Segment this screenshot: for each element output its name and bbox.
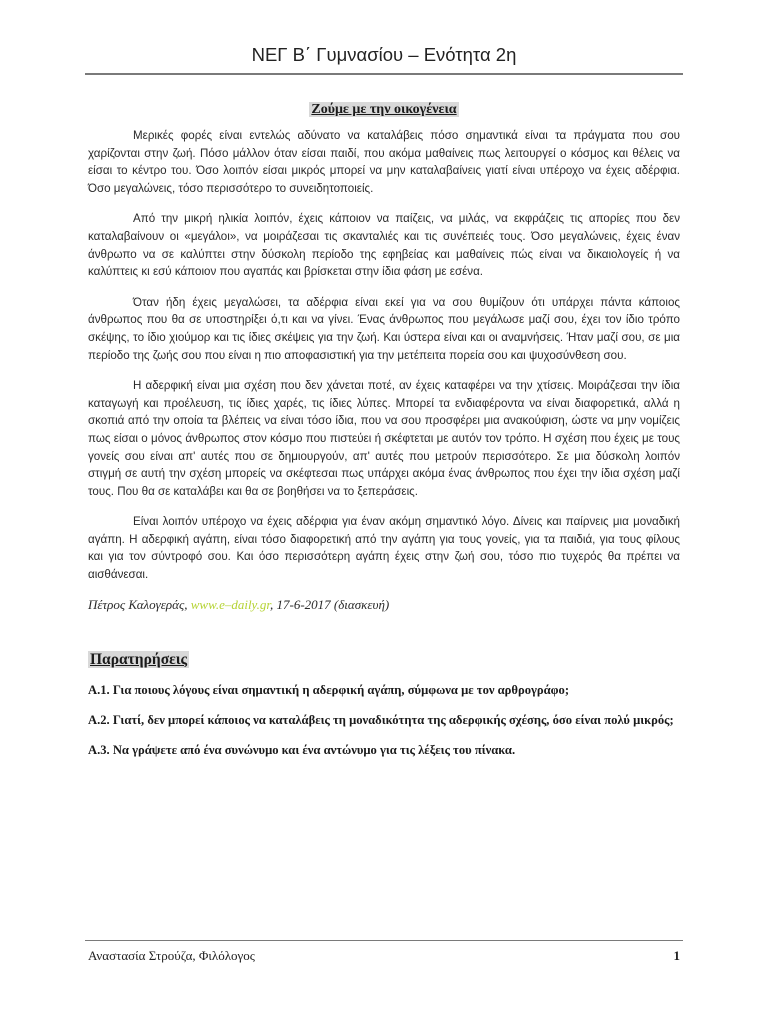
notes-heading: [88, 651, 680, 669]
citation: [88, 597, 680, 613]
page-header-title: ΝΕΓ Β΄ Γυμνασίου – Ενότητα 2η: [251, 44, 517, 65]
footer-divider: [85, 940, 683, 941]
page-number: 1: [673, 948, 680, 963]
citation-date: , 17-6-2017 (διασκευή): [269, 596, 390, 612]
article-title: [88, 102, 680, 118]
paragraph-4: Η αδερφική είναι μια σχέση που δεν χάνεται ποτέ, αν έχεις καταφέρει να την χτίσεις. Μοιράζεσαι την ίδια καταγωγή και προέλευση, τις ίδιες χαρές, τις ίδιες λύπες. Μπορεί τα ενδιαφέροντα να είναι διαφορετικά, αλλά η σκοπιά από την οποία τα βλέπεις να είναι τόσο ίδια, που να σου προσφέρει μια ανακούφιση, ώστε να μην νομίζεις πως είσαι ο μόνος άνθρωπος στον κόσμο που πιστεύει ή σκέφτεται με αυτόν τον τρόπο. Η σχέση που έχεις με τους γονείς σου είναι απ' αυτές που σε δημιουργούν, απ' αυτές που μετρούν περισσότερο. Σε μια δύσκολη λοιπόν στιγμή σε αυτή την σχέση μπορείς να σκέφτεσαι πως υπάρχει ακόμα ένας άνθρωπος που έχει την ίδια σχέση μαζί τους. Που θα σε καταλάβει και θα σε βοηθήσει να το ξεπεράσεις.: [88, 379, 680, 498]
citation-link[interactable]: www.e–daily.gr: [190, 596, 270, 612]
notes-heading-text: Παρατηρήσεις: [90, 650, 188, 668]
paragraph-2: Από την μικρή ηλικία λοιπόν, έχεις κάποιον να παίζεις, να μιλάς, να εκφράζεις τις απορίες που δεν καταλαβαίνουν οι «μεγάλοι», να μοιράζεσαι τις σκανταλιές και τις συνέπειές τους. Όσο μεγαλώνεις, έχεις έναν άνθρωπο να σε καλύπτει στην δύσκολη περίοδο της εφηβείας και μαθαίνεις πώς είναι να δικαιολογείς ή να καλύπτεις κι εσύ κάποιον που αγαπάς και βρίσκεται στην ίδια φάση με εσένα.: [88, 212, 680, 279]
footer-author: Αναστασία Στρούζα, Φιλόλογος: [88, 948, 255, 963]
article-title-text: Ζούμε με την οικογένεια: [311, 102, 457, 117]
document-body: [88, 102, 680, 759]
citation-author: Πέτρος Καλογεράς,: [88, 596, 188, 612]
paragraph-1: Μερικές φορές είναι εντελώς αδύνατο να καταλάβεις πόσο σημαντικά είναι τα πράγματα που σου χαρίζονται στην ζωή. Πόσο μάλλον όταν είσαι παιδί, που ακόμα μαθαίνεις πως λειτουργεί ο κόσμος και θέλεις να είσαι το κέντρο του. Όσο λοιπόν είσαι μικρός μπορεί να μην καταλαβαίνεις γιατί είναι υπέροχο να έχεις αδέρφια. Όσο μεγαλώνεις, τόσο περισσότερο το συνειδητοποιείς.: [88, 129, 680, 195]
paragraph-5: Είναι λοιπόν υπέροχο να έχεις αδέρφια για έναν ακόμη σημαντικό λόγο. Δίνεις και παίρνεις μια μοναδική αγάπη. Η αδερφική αγάπη, είναι τόσο διαφορετική από την αγάπη για τους γονείς, για τα παιδιά, για τους φίλους και για τον σύντροφό σου. Και όσο περισσότερη αγάπη έχεις στην ζωή σου, τόσο πιο τυχερός θα πρέπει να αισθάνεσαι.: [88, 515, 680, 582]
paragraph-3: Όταν ήδη έχεις μεγαλώσει, τα αδέρφια είναι εκεί για να σου θυμίζουν ότι υπάρχει πάντα κάποιος άνθρωπος που θα σε υποστηρίξει ό,τι και να γίνει. Ένας άνθρωπος που μεγάλωσε μαζί σου, έχει τον ίδιο τρόπο σκέψης, το ίδιο χιούμορ και τις ίδιες σκέψεις για την ζωή. Και ύστερα είναι και οι αναμνήσεις. Ήταν μαζί σου, σε μια περίοδο της ζωής σου που είναι η πιο αποφασιστική για την μετέπειτα πορεία σου και ψυχοσύνθεση σου.: [88, 295, 680, 362]
question-a3: Α.3. Να γράψετε από ένα συνώνυμο και ένα αντώνυμο για τις λέξεις του πίνακα.: [88, 742, 516, 757]
question-a2: Α.2. Γιατί, δεν μπορεί κάποιος να καταλάβεις τη μοναδικότητα της αδερφικής σχέσης, όσο είναι πολύ μικρός;: [88, 712, 674, 727]
header-divider: [85, 73, 683, 75]
question-a1: Α.1. Για ποιους λόγους είναι σημαντική η αδερφική αγάπη, σύμφωνα με τον αρθρογράφο;: [88, 682, 570, 697]
